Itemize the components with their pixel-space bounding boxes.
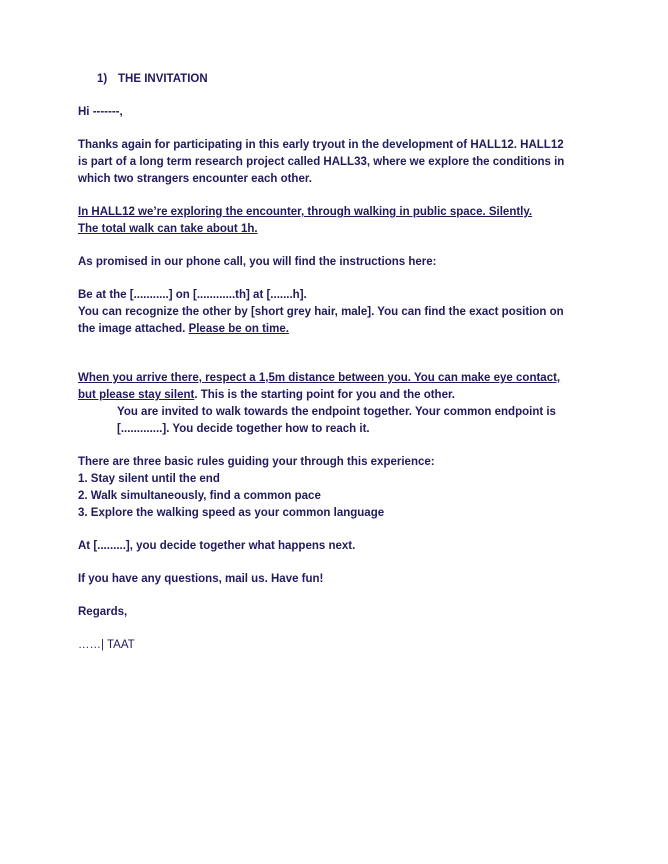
paragraph-endpoint-decision: At [.........], you decide together what happens next. [78, 540, 356, 552]
section-title: THE INVITATION [118, 73, 208, 85]
exploring-line: In HALL12 we’re exploring the encounter, through walking in public space. Silently. [78, 206, 533, 218]
exploring-line: The total walk can take about 1h. [78, 223, 258, 235]
arrival-line: When you arrive there, respect a 1,5m distance between you. You can make eye contact, [78, 372, 561, 384]
instructions-line [78, 321, 610, 338]
instructions-line: Be at the [...........] on [............th] at [.......h]. [78, 289, 307, 301]
arrival-line-normal: . This is the starting point for you and the other. [194, 389, 456, 401]
stay-silent-note: but please stay silent [78, 389, 195, 401]
arrival-line-indented: You are invited to walk towards the endpoint together. Your common endpoint is [117, 406, 556, 418]
paragraph-promised: As promised in our phone call, you will find the instructions here: [78, 256, 437, 268]
paragraph-intro [78, 137, 610, 188]
signature: ……| TAAT [78, 639, 135, 651]
paragraph-rules [78, 454, 610, 522]
rule-item: 2. Walk simultaneously, find a common pace [78, 490, 321, 502]
rule-item: 3. Explore the walking speed as your common language [78, 507, 385, 519]
rules-intro: There are three basic rules guiding your through this experience: [78, 456, 435, 468]
be-on-time-note: Please be on time. [188, 323, 289, 335]
arrival-line-indented: [.............]. You decide together how to reach it. [117, 423, 370, 435]
instructions-line-normal: the image attached. [78, 323, 189, 335]
intro-line: is part of a long term research project called HALL33, where we explore the conditions in [78, 156, 565, 168]
intro-line: which two strangers encounter each other. [78, 173, 312, 185]
intro-line: Thanks again for participating in this early tryout in the development of HALL12. HALL12 [78, 139, 564, 151]
section-heading [97, 71, 610, 88]
arrival-line [78, 387, 610, 404]
closing: Regards, [78, 606, 128, 618]
paragraph-exploring [78, 204, 610, 238]
paragraph-questions: If you have any questions, mail us. Have fun! [78, 573, 324, 585]
section-number: 1) [97, 73, 108, 85]
paragraph-instructions [78, 287, 610, 338]
rule-item: 1. Stay silent until the end [78, 473, 220, 485]
instructions-line: You can recognize the other by [short grey hair, male]. You can find the exact position on [78, 306, 564, 318]
paragraph-arrival [78, 370, 610, 438]
salutation: Hi -------, [78, 106, 123, 118]
